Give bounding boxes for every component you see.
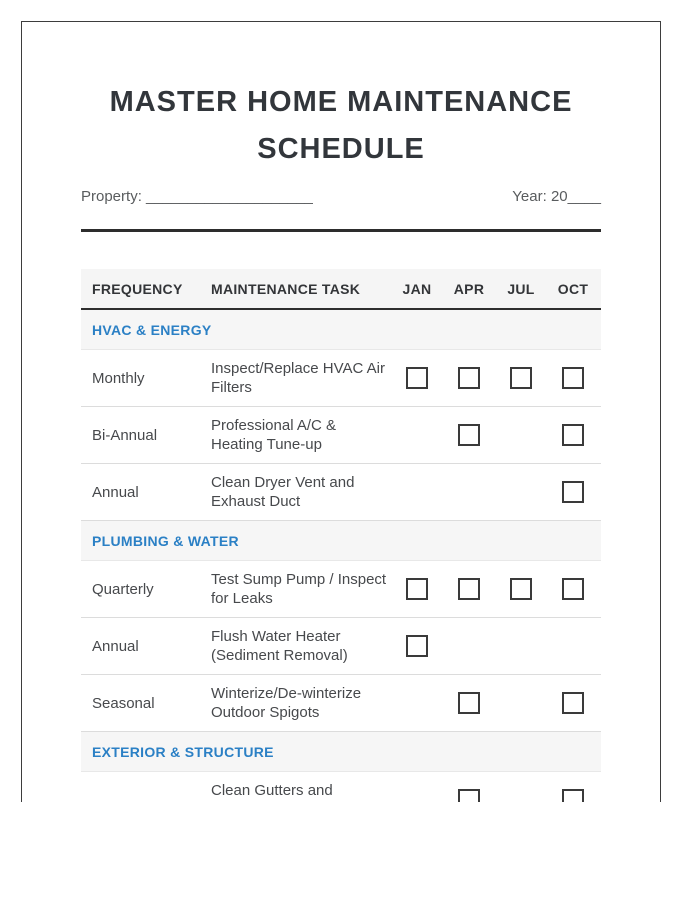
task-line: Clean Dryer Vent and <box>211 474 355 491</box>
month-checkbox[interactable] <box>458 578 480 600</box>
document-page <box>21 21 661 802</box>
month-cell-oct <box>547 367 599 389</box>
month-checkbox[interactable] <box>458 789 480 802</box>
month-cell-jan <box>391 578 443 600</box>
header-month-jul: JUL <box>507 280 535 297</box>
month-cell-jul <box>495 367 547 389</box>
month-checkbox[interactable] <box>406 635 428 657</box>
task-cell <box>211 781 391 802</box>
task-line: Exhaust Duct <box>211 493 301 510</box>
task-cell <box>211 627 391 665</box>
frequency-cell: Bi-Annual <box>92 426 158 444</box>
task-line: Inspect/Replace HVAC Air <box>211 360 385 377</box>
year-label: Year: 20 <box>512 188 568 205</box>
month-cell-apr <box>443 692 495 714</box>
month-checkbox[interactable] <box>562 424 584 446</box>
task-line: Clean Gutters and <box>211 782 333 799</box>
task-line: Winterize/De-winterize <box>211 685 362 702</box>
month-checkbox[interactable] <box>406 578 428 600</box>
month-cell-apr <box>443 424 495 446</box>
month-checkbox[interactable] <box>458 692 480 714</box>
schedule-table <box>81 269 601 802</box>
task-line: Outdoor Spigots <box>211 704 320 721</box>
month-cell-apr <box>443 578 495 600</box>
title-line-2: SCHEDULE <box>257 133 425 165</box>
table-row <box>81 772 601 802</box>
frequency-cell: Annual <box>92 637 139 655</box>
table-row <box>81 675 601 732</box>
title-line-1: MASTER HOME MAINTENANCE <box>109 86 573 118</box>
table-row <box>81 407 601 464</box>
header-month-oct: OCT <box>557 280 589 297</box>
table-row <box>81 561 601 618</box>
task-line: (Sediment Removal) <box>211 647 348 664</box>
month-cell-jan <box>391 367 443 389</box>
task-line: Professional A/C & <box>211 417 337 434</box>
month-checkbox[interactable] <box>406 367 428 389</box>
frequency-cell: Annual <box>92 483 139 501</box>
task-cell <box>211 359 391 397</box>
month-cell-oct <box>547 692 599 714</box>
month-checkbox[interactable] <box>562 367 584 389</box>
month-checkbox[interactable] <box>562 789 584 802</box>
header-month-apr: APR <box>453 280 485 297</box>
frequency-cell: Seasonal <box>92 694 155 712</box>
task-cell <box>211 416 391 454</box>
month-cell-apr <box>443 367 495 389</box>
property-field <box>81 188 313 205</box>
month-checkbox[interactable] <box>510 367 532 389</box>
month-checkbox[interactable] <box>510 578 532 600</box>
task-cell <box>211 684 391 722</box>
page-title <box>81 79 601 173</box>
table-row <box>81 618 601 675</box>
month-checkbox[interactable] <box>562 578 584 600</box>
task-line: Test Sump Pump / Inspect <box>211 571 387 588</box>
divider-rule <box>81 229 601 232</box>
month-cell-oct <box>547 481 599 503</box>
section-header-hvac-energy: HVAC & ENERGY <box>81 310 601 350</box>
year-field <box>512 188 601 205</box>
header-month-jan: JAN <box>402 280 432 297</box>
task-line <box>211 800 391 802</box>
month-checkbox[interactable] <box>458 367 480 389</box>
header-task: MAINTENANCE TASK <box>211 280 361 297</box>
frequency-cell: Monthly <box>92 369 145 387</box>
month-checkbox[interactable] <box>562 692 584 714</box>
section-header-plumbing-water: PLUMBING & WATER <box>81 521 601 561</box>
section-header-exterior-structure: EXTERIOR & STRUCTURE <box>81 732 601 772</box>
header-frequency: FREQUENCY <box>92 280 183 297</box>
month-cell-oct <box>547 789 599 802</box>
year-blank-line: ____ <box>567 188 601 205</box>
month-checkbox[interactable] <box>458 424 480 446</box>
month-cell-apr <box>443 789 495 802</box>
property-blank-line: ____________________ <box>146 188 313 205</box>
meta-row <box>81 188 601 205</box>
month-checkbox[interactable] <box>562 481 584 503</box>
table-row <box>81 350 601 407</box>
task-line: Filters <box>211 379 252 396</box>
month-cell-oct <box>547 578 599 600</box>
task-cell <box>211 473 391 511</box>
property-label: Property: <box>81 188 142 205</box>
task-line: for Leaks <box>211 590 273 607</box>
month-cell-jul <box>495 578 547 600</box>
table-row <box>81 464 601 521</box>
task-line: Heating Tune-up <box>211 436 322 453</box>
task-line: Flush Water Heater <box>211 628 341 645</box>
month-cell-oct <box>547 424 599 446</box>
month-cell-jan <box>391 635 443 657</box>
frequency-cell: Quarterly <box>92 580 154 598</box>
table-header-row <box>81 269 601 310</box>
task-cell <box>211 570 391 608</box>
